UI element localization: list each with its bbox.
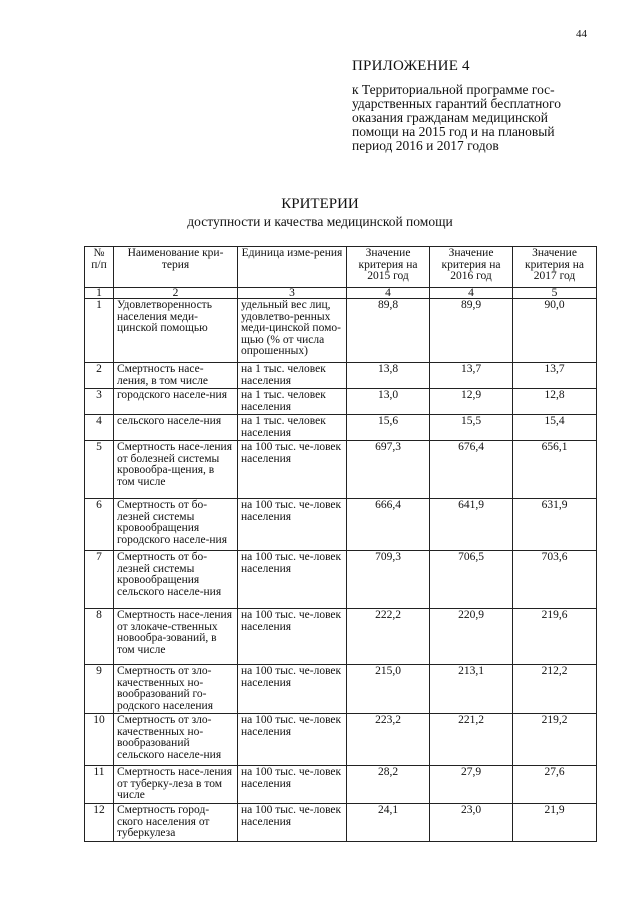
value-2016: 27,9 — [430, 766, 513, 804]
value-2015: 13,0 — [347, 389, 430, 415]
row-number: 1 — [85, 299, 114, 363]
table-row — [85, 389, 597, 415]
value-2017: 13,7 — [513, 363, 597, 389]
criterion-unit: на 100 тыс. че-ловек населения — [238, 441, 347, 499]
page-number: 44 — [576, 28, 587, 40]
criterion-name: городского населе-ния — [114, 389, 238, 415]
appendix-block — [352, 58, 602, 153]
criterion-unit: на 100 тыс. че-ловек населения — [238, 665, 347, 714]
value-2015: 697,3 — [347, 441, 430, 499]
value-2015: 215,0 — [347, 665, 430, 714]
value-2015: 666,4 — [347, 499, 430, 551]
criterion-unit: на 1 тыс. человек населения — [238, 363, 347, 389]
document-title: КРИТЕРИИ — [281, 196, 359, 212]
row-number: 7 — [85, 551, 114, 609]
value-2017: 12,8 — [513, 389, 597, 415]
value-2015: 15,6 — [347, 415, 430, 441]
value-2017: 212,2 — [513, 665, 597, 714]
value-2017: 219,6 — [513, 609, 597, 665]
criterion-unit: на 100 тыс. че-ловек населения — [238, 609, 347, 665]
header-2015: Значение критерия на 2015 год — [347, 247, 430, 288]
table-row — [85, 363, 597, 389]
header-unit: Единица изме-рения — [238, 247, 347, 288]
value-2017: 90,0 — [513, 299, 597, 363]
value-2016: 221,2 — [430, 714, 513, 766]
criterion-unit: на 100 тыс. че-ловек населения — [238, 714, 347, 766]
value-2017: 219,2 — [513, 714, 597, 766]
value-2015: 89,8 — [347, 299, 430, 363]
column-number: 1 — [85, 288, 114, 299]
row-number: 4 — [85, 415, 114, 441]
row-number: 10 — [85, 714, 114, 766]
criterion-name: Смертность от бо-лезней системы кровообращения сельского населе-ния — [114, 551, 238, 609]
value-2015: 28,2 — [347, 766, 430, 804]
header-name: Наименование кри-терия — [114, 247, 238, 288]
value-2017: 27,6 — [513, 766, 597, 804]
row-number: 5 — [85, 441, 114, 499]
header-2017: Значение критерия на 2017 год — [513, 247, 597, 288]
criterion-name: Смертность от бо-лезней системы кровообращения городского населе-ния — [114, 499, 238, 551]
value-2015: 24,1 — [347, 804, 430, 842]
criterion-unit: на 100 тыс. че-ловек населения — [238, 804, 347, 842]
criterion-unit: на 100 тыс. че-ловек населения — [238, 766, 347, 804]
appendix-title: ПРИЛОЖЕНИЕ 4 — [352, 58, 470, 74]
table-row — [85, 415, 597, 441]
row-number: 8 — [85, 609, 114, 665]
table-row — [85, 441, 597, 499]
criterion-name: Смертность насе-ления от болезней системы кровообра-щения, в том числе — [114, 441, 238, 499]
value-2015: 13,8 — [347, 363, 430, 389]
row-number: 9 — [85, 665, 114, 714]
criterion-name: Удовлетворенность населения меди-цинской помощью — [114, 299, 238, 363]
criterion-name: Смертность город-ского населения от туберкулеза — [114, 804, 238, 842]
column-number: 2 — [114, 288, 238, 299]
value-2015: 222,2 — [347, 609, 430, 665]
row-number: 3 — [85, 389, 114, 415]
criterion-name: Смертность от зло-качественных но-вообразований сельского населе-ния — [114, 714, 238, 766]
value-2016: 15,5 — [430, 415, 513, 441]
value-2017: 631,9 — [513, 499, 597, 551]
criterion-name: Смертность от зло-качественных но-вообразований го-родского населения — [114, 665, 238, 714]
value-2016: 213,1 — [430, 665, 513, 714]
criterion-unit: на 1 тыс. человек населения — [238, 415, 347, 441]
value-2016: 676,4 — [430, 441, 513, 499]
table-row — [85, 609, 597, 665]
column-number: 4 — [430, 288, 513, 299]
criterion-unit: на 1 тыс. человек населения — [238, 389, 347, 415]
criterion-name: Смертность насе-ления от злокаче-ственных новообра-зований, в том числе — [114, 609, 238, 665]
value-2016: 706,5 — [430, 551, 513, 609]
criterion-name: Смертность насе-ления, в том числе — [114, 363, 238, 389]
criterion-unit: на 100 тыс. че-ловек населения — [238, 499, 347, 551]
column-number-row — [85, 288, 597, 299]
criterion-name: Смертность насе-ления от туберку-леза в том числе — [114, 766, 238, 804]
value-2015: 223,2 — [347, 714, 430, 766]
value-2015: 709,3 — [347, 551, 430, 609]
row-number: 6 — [85, 499, 114, 551]
header-num: № п/п — [85, 247, 114, 288]
criteria-table — [84, 246, 597, 842]
table-row — [85, 665, 597, 714]
row-number: 2 — [85, 363, 114, 389]
table-row — [85, 499, 597, 551]
column-number: 5 — [513, 288, 597, 299]
value-2016: 12,9 — [430, 389, 513, 415]
appendix-text: к Территориальной программе гос- ударственных гарантий бесплатного оказания гражданам медицинской помощи на 2015 год и на плановый период 2016 и 2017 годов — [352, 82, 561, 153]
criterion-name: сельского населе-ния — [114, 415, 238, 441]
value-2017: 15,4 — [513, 415, 597, 441]
header-2016: Значение критерия на 2016 год — [430, 247, 513, 288]
column-number: 3 — [238, 288, 347, 299]
table-row — [85, 766, 597, 804]
row-number: 12 — [85, 804, 114, 842]
criterion-unit: на 100 тыс. че-ловек населения — [238, 551, 347, 609]
row-number: 11 — [85, 766, 114, 804]
table-header-row — [85, 247, 597, 288]
table-row — [85, 299, 597, 363]
value-2016: 23,0 — [430, 804, 513, 842]
value-2016: 220,9 — [430, 609, 513, 665]
value-2016: 13,7 — [430, 363, 513, 389]
value-2016: 89,9 — [430, 299, 513, 363]
value-2017: 21,9 — [513, 804, 597, 842]
table-row — [85, 804, 597, 842]
value-2017: 703,6 — [513, 551, 597, 609]
value-2017: 656,1 — [513, 441, 597, 499]
table-row — [85, 714, 597, 766]
criterion-unit: удельный вес лиц, удовлетво-ренных меди-цинской помо-щью (% от числа опрошенных) — [238, 299, 347, 363]
value-2016: 641,9 — [430, 499, 513, 551]
table-row — [85, 551, 597, 609]
column-number: 4 — [347, 288, 430, 299]
document-subtitle: доступности и качества медицинской помощи — [187, 214, 453, 229]
